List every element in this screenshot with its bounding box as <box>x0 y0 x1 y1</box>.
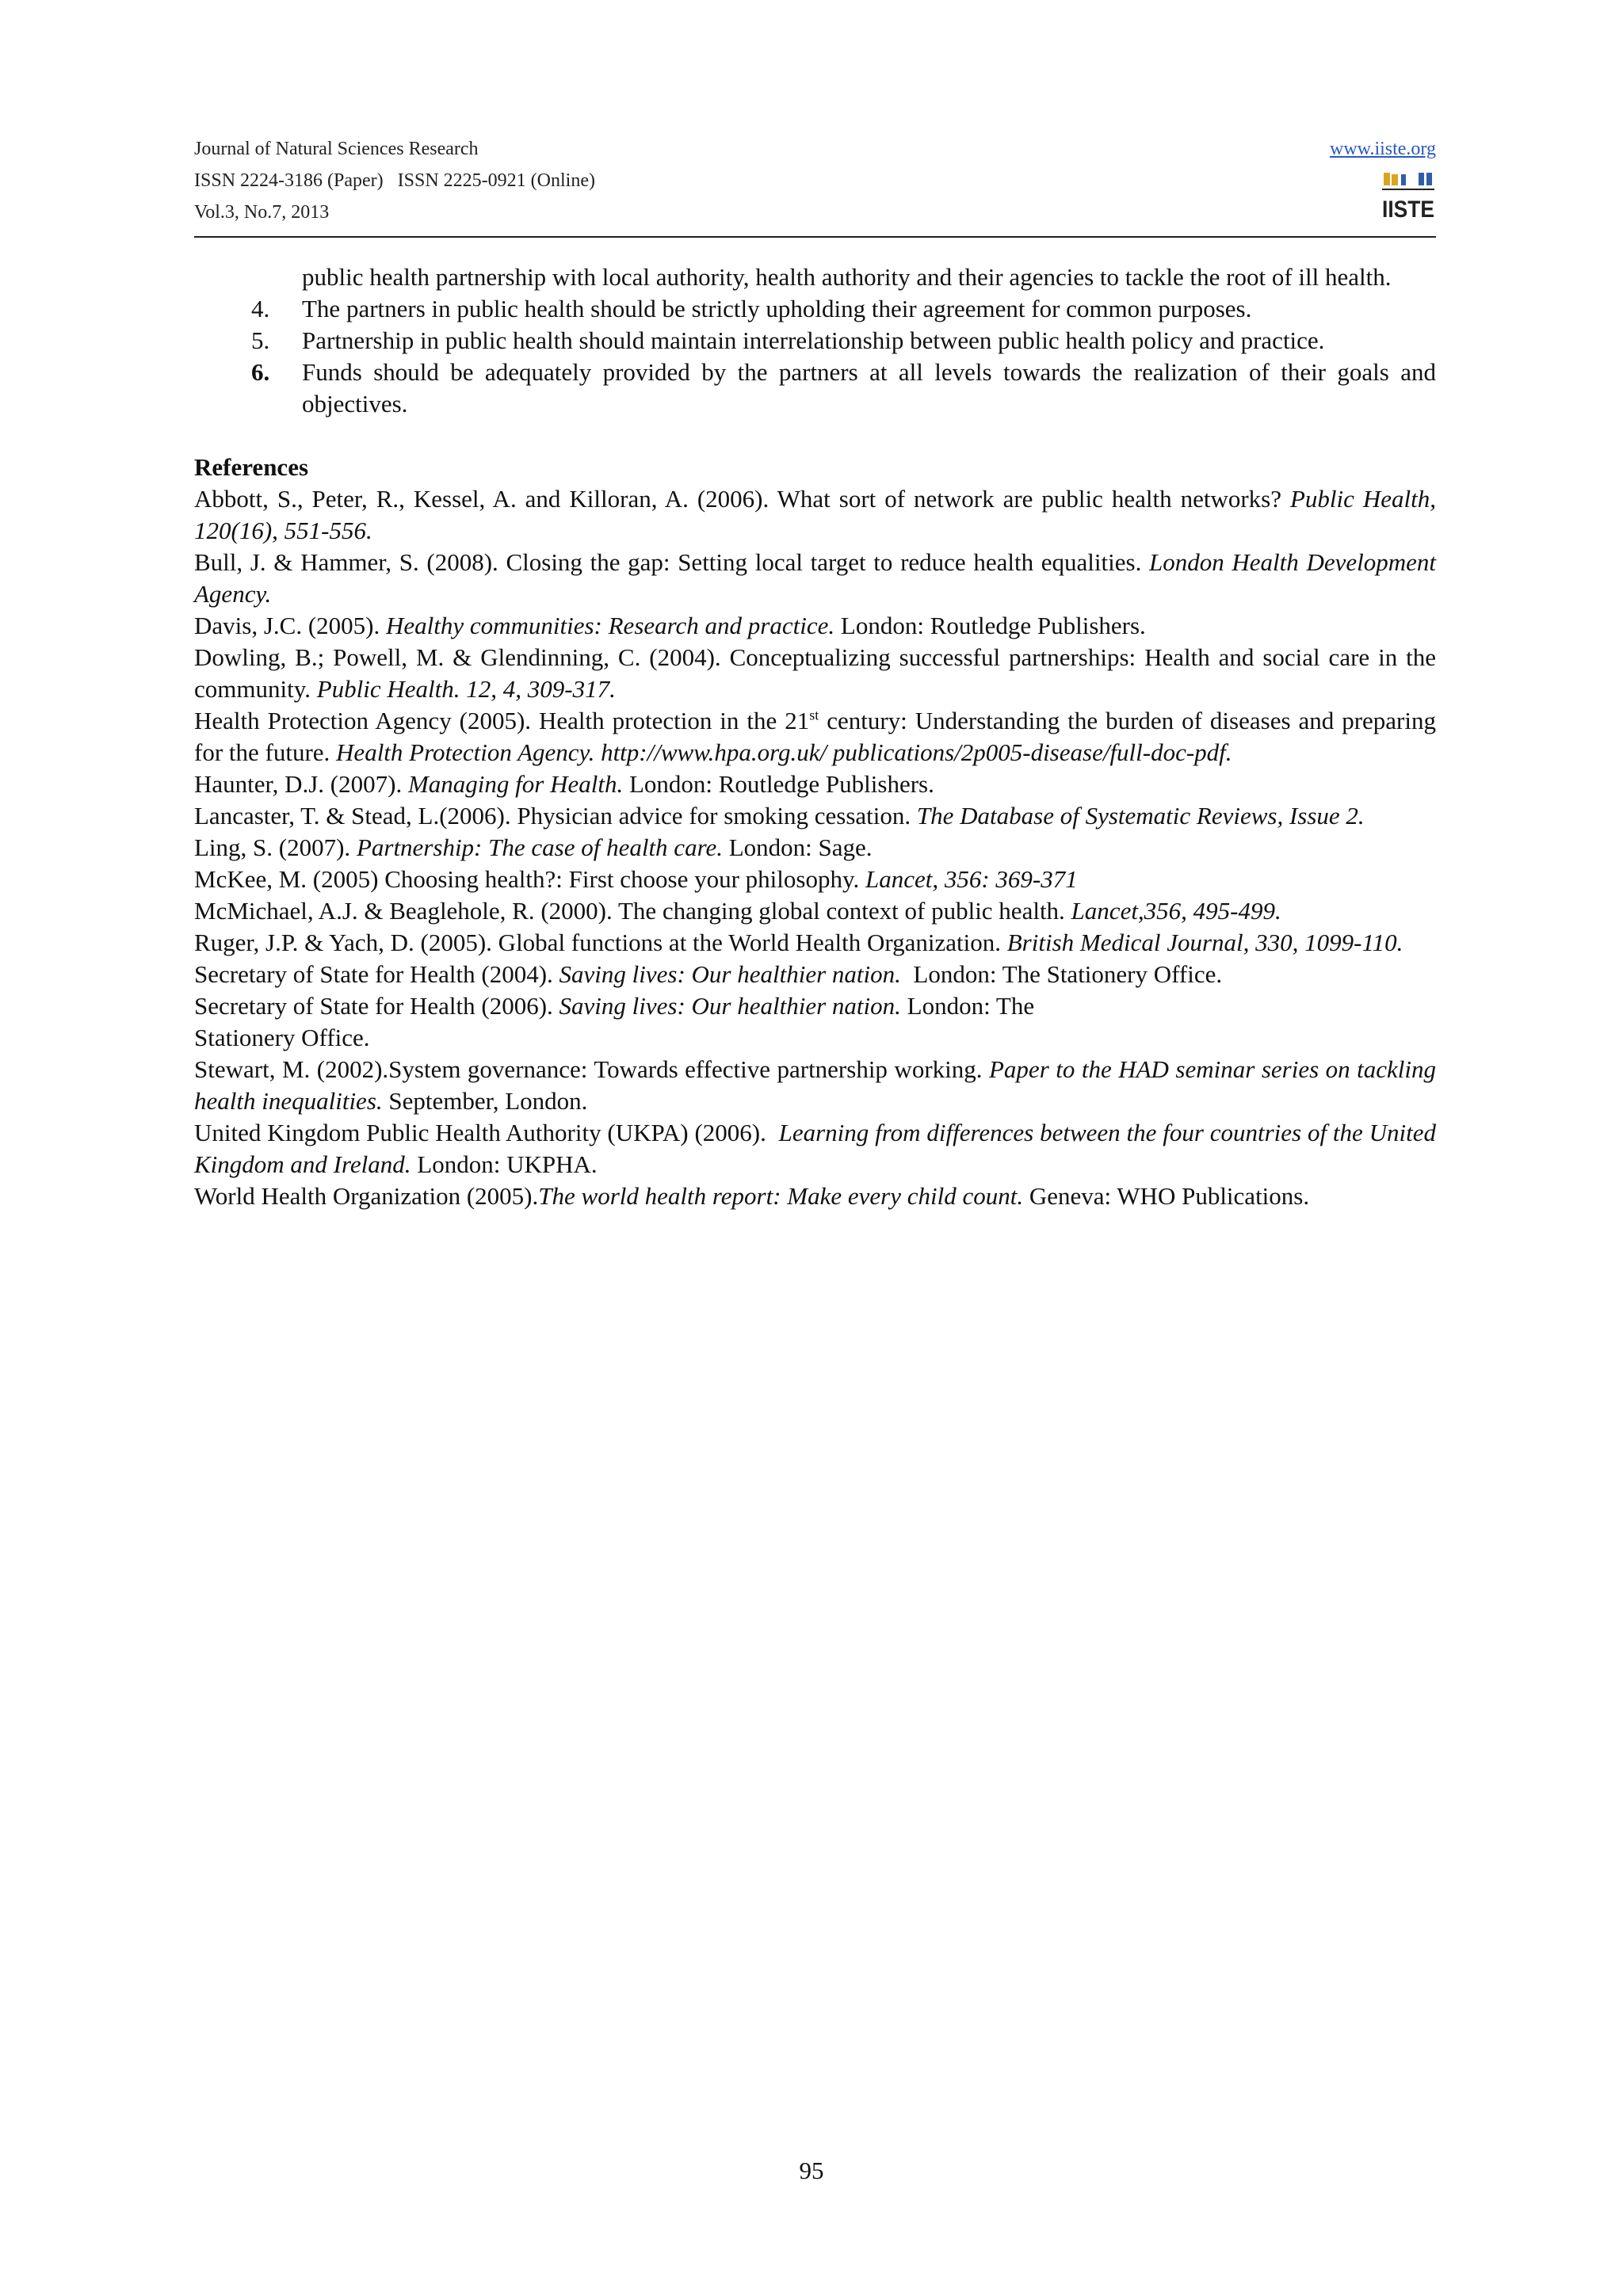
reference-entry <box>194 1117 1442 1180</box>
journal-name: Journal of Natural Sciences Research <box>194 139 479 159</box>
references-heading: References <box>194 453 309 481</box>
reference-source: Saving lives: Our healthier nation. <box>559 960 901 988</box>
reference-publisher: Stationery Office. <box>194 1024 370 1051</box>
logo-lettering: IISTE <box>1382 196 1434 220</box>
page-body <box>194 261 1442 1212</box>
list-item-number: 4. <box>251 295 270 322</box>
reference-publisher: London: The <box>900 992 1035 1020</box>
header-rule <box>194 236 1436 238</box>
reference-publisher: London: Routledge Publishers. <box>623 770 934 798</box>
reference-source: Learning from differences between the four countries of the United Kingdom and Ireland. <box>194 1119 1442 1178</box>
reference-text: McMichael, A.J. & Beaglehole, R. (2000). The changing global context of public health. <box>194 897 1071 925</box>
reference-text: United Kingdom Public Health Authority (UKPA) (2006). <box>194 1119 779 1146</box>
reference-entry <box>194 864 1436 895</box>
iiste-logo-icon <box>1381 170 1436 220</box>
reference-entry <box>194 642 1436 705</box>
reference-text: Ling, S. (2007). <box>194 833 357 861</box>
reference-entry <box>194 705 1436 769</box>
reference-entry <box>194 990 1436 1054</box>
reference-text: Ruger, J.P. & Yach, D. (2005). Global functions at the World Health Organization. <box>194 929 1007 956</box>
reference-text: Health Protection Agency (2005). Health protection in the 21 <box>194 707 810 734</box>
list-item-number: 6. <box>251 358 270 386</box>
reference-source: Public Health, 120(16), 551-556. <box>194 485 1437 544</box>
reference-publisher: London: Sage. <box>723 833 873 861</box>
reference-text: Bull, J. & Hammer, S. (2008). Closing the gap: Setting local target to reduce health equalities. <box>194 548 1149 576</box>
page-number: 95 <box>799 2157 824 2184</box>
reference-text: Davis, J.C. (2005). <box>194 612 386 639</box>
reference-text: Secretary of State for Health (2004). <box>194 960 559 988</box>
reference-entry <box>194 800 1436 832</box>
reference-entry <box>194 832 1436 864</box>
reference-text: Haunter, D.J. (2007). <box>194 770 408 798</box>
reference-text: Stewart, M. (2002).System governance: Towards effective partnership working. <box>194 1055 989 1083</box>
reference-source: Managing for Health. <box>407 770 624 798</box>
list-item-text: Funds should be adequately provided by the partners at all levels towards the realization of their goals and objectives. <box>302 358 1436 418</box>
reference-entry <box>194 1054 1436 1117</box>
reference-source: Lancet,356, 495-499. <box>1071 897 1281 925</box>
reference-text: century: Understanding the burden of diseases and preparing for the future. <box>194 707 1436 766</box>
list-item <box>194 357 1436 420</box>
reference-entry <box>194 610 1436 642</box>
reference-publisher: London: Routledge Publishers. <box>834 612 1146 639</box>
reference-source: Saving lives: Our healthier nation. <box>559 992 901 1020</box>
list-item-text: Partnership in public health should maintain interrelationship between public health policy and practice. <box>302 326 1325 354</box>
reference-entry <box>194 895 1436 927</box>
reference-source: Paper to the HAD seminar series on tackling health inequalities. <box>194 1055 1436 1115</box>
reference-publisher: London: The Stationery Office. <box>900 960 1223 988</box>
reference-entry <box>194 927 1436 959</box>
reference-text: Lancaster, T. & Stead, L.(2006). Physician advice for smoking cessation. <box>194 802 917 830</box>
reference-source: Lancet, 356: 369-371 <box>865 865 1078 893</box>
reference-entry <box>194 959 1436 990</box>
list-item <box>194 325 1436 357</box>
list-item-text: The partners in public health should be strictly upholding their agreement for common purposes. <box>302 295 1252 322</box>
reference-text: Abbott, S., Peter, R., Kessel, A. and Killoran, A. (2006). What sort of network are public health networks? <box>194 485 1290 513</box>
reference-publisher: September, London. <box>382 1087 588 1115</box>
list-item-number: 5. <box>251 326 270 354</box>
volume-line: Vol.3, No.7, 2013 <box>194 202 330 223</box>
superscript-ordinal: st <box>809 707 819 723</box>
reference-source: Health Protection Agency. http://www.hpa.org.uk/ publications/2p005-disease/full-doc-pdf. <box>336 738 1232 766</box>
reference-entry <box>194 1180 1436 1212</box>
reference-source: The world health report: Make every child count. <box>538 1182 1024 1210</box>
reference-entry <box>194 547 1436 610</box>
journal-website-link[interactable]: www.iiste.org <box>1330 139 1436 159</box>
issn-line: ISSN 2224-3186 (Paper) ISSN 2225-0921 (Online) <box>194 170 595 191</box>
reference-text: World Health Organization (2005). <box>194 1182 539 1210</box>
list-item <box>194 293 1436 325</box>
reference-text: McKee, M. (2005) Choosing health?: First choose your philosophy. <box>194 865 865 893</box>
reference-text: Secretary of State for Health (2006). <box>194 992 559 1020</box>
continued-list-text: public health partnership with local authority, health authority and their agencies to tackle the root of ill health. <box>302 263 1392 291</box>
reference-entry <box>194 769 1436 800</box>
reference-source: London Health Development Agency. <box>194 548 1436 608</box>
reference-text: Dowling, B.; Powell, M. & Glendinning, C. (2004). Conceptualizing successful partnerships: Health and social care in the community. <box>194 643 1436 703</box>
reference-publisher: London: UKPHA. <box>411 1150 598 1178</box>
reference-source: Public Health. 12, 4, 309-317. <box>316 675 616 703</box>
page-header <box>194 133 1436 228</box>
reference-entry <box>194 483 1436 547</box>
reference-publisher: Geneva: WHO Publications. <box>1023 1182 1310 1210</box>
reference-source: Healthy communities: Research and practice. <box>385 612 835 639</box>
reference-source: Partnership: The case of health care. <box>356 833 723 861</box>
reference-source: The Database of Systematic Reviews, Issue 2. <box>916 802 1365 830</box>
reference-source: British Medical Journal, 330, 1099-110. <box>1006 929 1403 956</box>
